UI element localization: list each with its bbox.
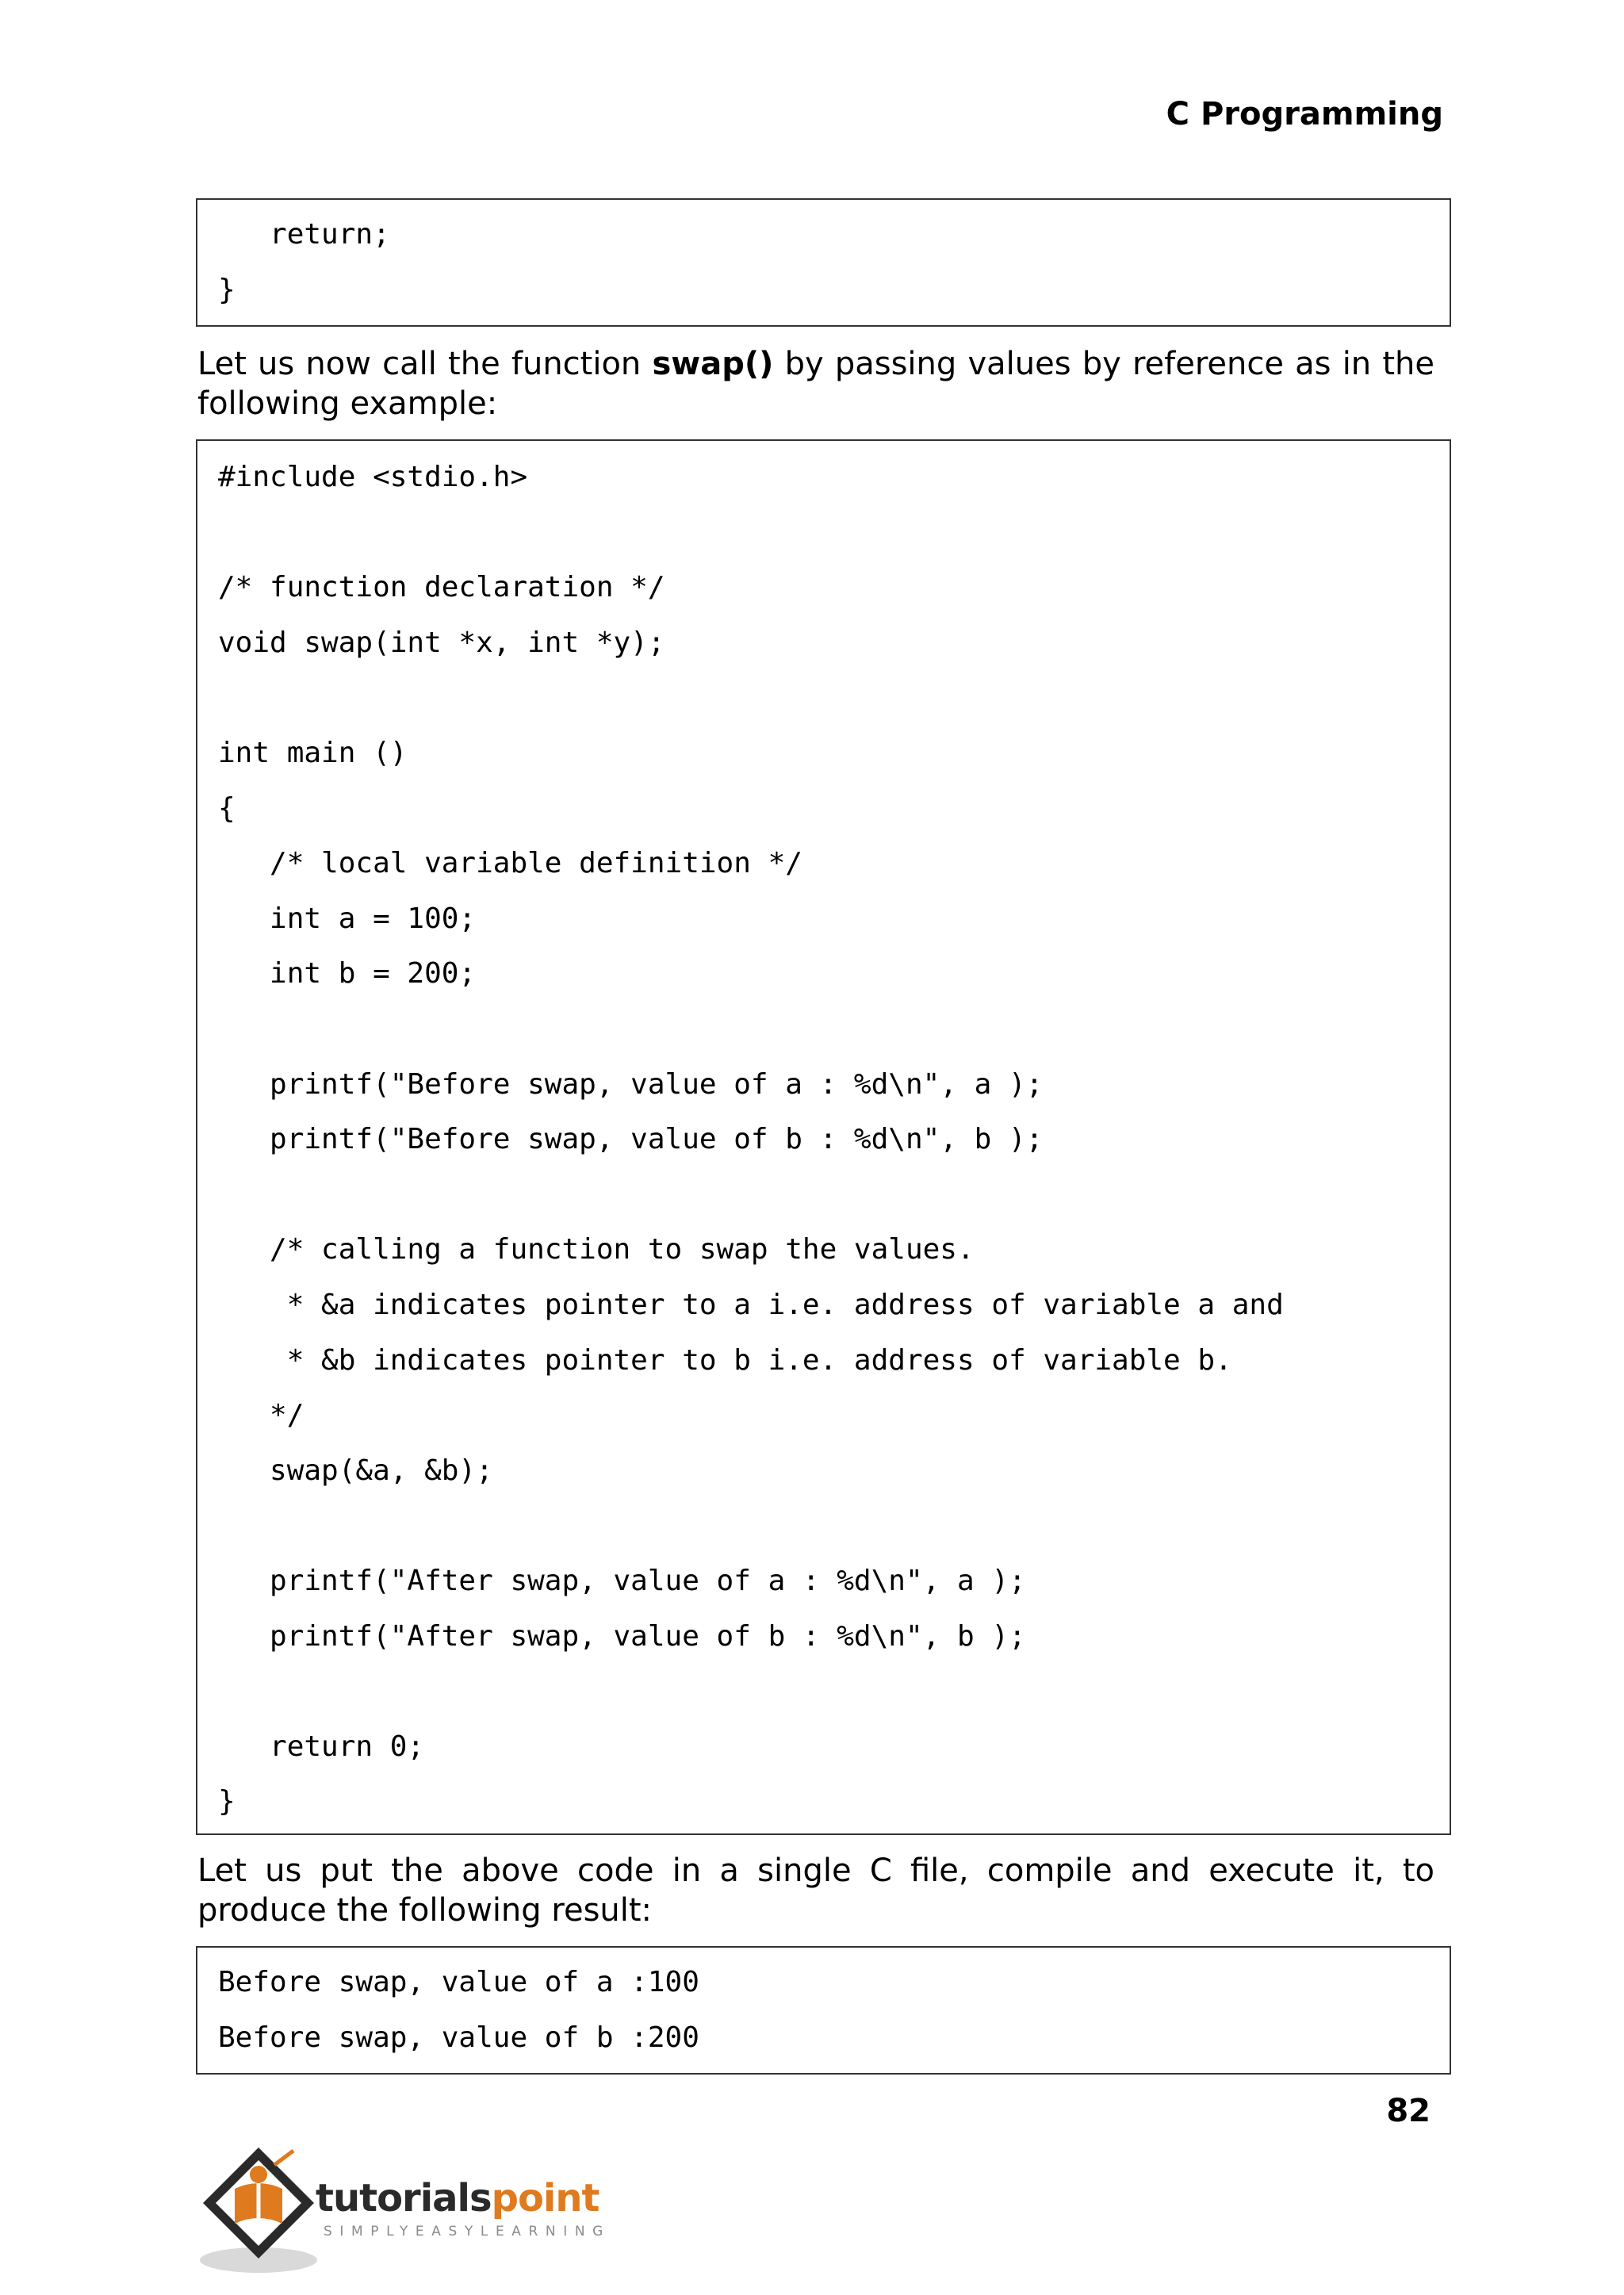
code-line: * &b indicates pointer to b i.e. address of variable b. (218, 1343, 1232, 1377)
logo-wordmark (316, 2174, 599, 2222)
logo-tagline: SIMPLYEASYLEARNING (324, 2224, 611, 2239)
code-block-continued (196, 198, 1451, 327)
code-line: return 0; (218, 1730, 425, 1763)
code-line: return; (218, 218, 390, 251)
page-header-title: C Programming (1166, 96, 1443, 132)
output-line: Before swap, value of a :100 (218, 1966, 699, 1998)
code-line: printf("After swap, value of b : %d\n", b ); (218, 1619, 1026, 1653)
code-line: } (218, 1785, 236, 1818)
code-line: { (218, 791, 236, 825)
code-line: printf("After swap, value of a : %d\n", a ); (218, 1565, 1026, 1597)
code-line: * &a indicates pointer to a i.e. address of variable a and (218, 1289, 1284, 1321)
code-line: #include <stdio.h> (218, 461, 528, 493)
logo-emblem-icon (195, 2141, 322, 2284)
logo-word-part: tutorials (316, 2176, 492, 2220)
code-block-example (196, 439, 1451, 1835)
code-line: printf("Before swap, value of a : %d\n", a ); (218, 1067, 1044, 1101)
code-line: } (218, 274, 236, 306)
output-line: Before swap, value of b :200 (218, 2021, 699, 2054)
code-line: printf("Before swap, value of b : %d\n", b ); (218, 1123, 1044, 1156)
code-line: /* function declaration */ (218, 571, 665, 604)
paragraph-compile-execute: Let us put the above code in a single C file, compile and execute it, to produce the following result: (197, 1852, 1434, 1929)
paragraph-text: Let us now call the function (197, 346, 653, 382)
code-line: int a = 100; (218, 902, 477, 935)
output-block (196, 1946, 1451, 2075)
page-number: 82 (1386, 2093, 1431, 2129)
paragraph-text: by passing values by reference as in the following example: (197, 346, 1434, 422)
code-line: void swap(int *x, int *y); (218, 626, 665, 659)
paragraph-call-swap (197, 344, 1434, 423)
code-line: /* calling a function to swap the values. (218, 1233, 975, 1266)
code-line: /* local variable definition */ (218, 847, 802, 880)
code-line: int main () (218, 737, 408, 769)
code-line: swap(&a, &b); (218, 1454, 493, 1487)
code-line: int b = 200; (218, 957, 477, 990)
code-line: */ (218, 1399, 304, 1432)
tutorialspoint-logo (195, 2141, 639, 2284)
logo-word-part: point (491, 2176, 599, 2220)
function-name-bold: swap() (652, 346, 774, 382)
